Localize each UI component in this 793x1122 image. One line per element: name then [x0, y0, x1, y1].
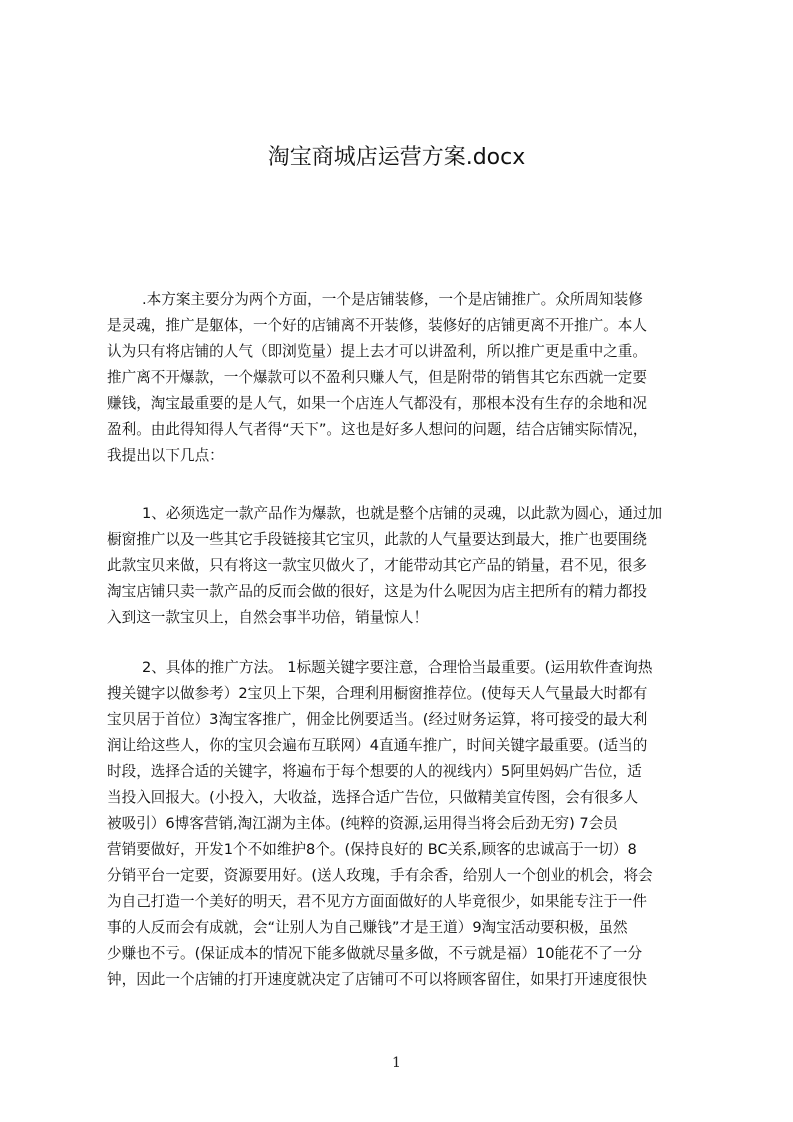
text-line: 事的人反而会有成就，会“让别人为自己赚钱”才是王道）9淘宝活动要积极，虽然	[107, 919, 628, 936]
paragraph-intro	[107, 287, 702, 469]
document-title: 淘宝商城店运营方案.docx	[267, 145, 526, 170]
text-line: 我提出以下几点：	[107, 447, 224, 464]
paragraph-point-1	[107, 501, 702, 631]
text-line: 入到这一款宝贝上，自然会事半功倍，销量惊人！	[107, 609, 429, 626]
text-line: 当投入回报大。(小投入，大收益，选择合适广告位，只做精美宣传图，会有很多人	[107, 789, 639, 806]
text-line: 赚钱，淘宝最重要的是人气，如果一个店连人气都没有，那根本没有生存的余地和况	[107, 395, 647, 412]
text-line: 2、具体的推广方法。 1标题关键字要注意，合理恰当最重要。(运用软件查询热	[142, 659, 653, 676]
text-line: 盈利。由此得知得人气者得“天下”。这也是好多人想问的问题，结合店铺实际情况，	[107, 421, 648, 438]
text-line: 钟，因此一个店铺的打开速度就决定了店铺可不可以将顾客留住，如果打开速度很快	[107, 971, 647, 988]
text-line: 此款宝贝来做，只有将这一款宝贝做火了，才能带动其它产品的销量，君不见，很多	[107, 557, 647, 574]
text-line: 橱窗推广以及一些其它手段链接其它宝贝，此款的人气量要达到最大，推广也要围绕	[107, 531, 647, 548]
text-line: 时段，选择合适的关键字，将遍布于每个想要的人的视线内）5阿里妈妈广告位，适	[107, 763, 642, 780]
text-line: 为自己打造一个美好的明天，君不见方方面面做好的人毕竟很少，如果能专注于一件	[107, 893, 647, 910]
text-line: 推广离不开爆款，一个爆款可以不盈利只赚人气，但是附带的销售其它东西就一定要	[107, 369, 647, 386]
text-line: 宝贝居于首位）3淘宝客推广，佣金比例要适当。(经过财务运算，将可接受的最大利	[107, 711, 648, 728]
text-line: 润让给这些人，你的宝贝会遍布互联网）4直通车推广，时间关键字最重要。(适当的	[107, 737, 648, 754]
text-line: .本方案主要分为两个方面，一个是店铺装修，一个是店铺推广。众所周知装修	[142, 291, 643, 308]
page-number: 1	[392, 1055, 401, 1071]
paragraph-point-2	[107, 655, 702, 993]
text-line: 少赚也不亏。(保证成本的情况下能多做就尽量多做，不亏就是福）10能花不了一分	[107, 945, 643, 962]
text-line: 搜关键字以做参考）2宝贝上下架，合理利用橱窗推荐位。(使每天人气量最大时都有	[107, 685, 648, 702]
text-line: 1、必须选定一款产品作为爆款，也就是整个店铺的灵魂，以此款为圆心，通过加	[142, 505, 663, 522]
text-line: 淘宝店铺只卖一款产品的反而会做的很好，这是为什么呢因为店主把所有的精力都投	[107, 583, 647, 600]
text-line: 是灵魂，推广是躯体，一个好的店铺离不开装修，装修好的店铺更离不开推广。本人	[107, 317, 647, 334]
text-line: 分销平台一定要，资源要用好。(送人玫瑰，手有余香，给别人一个创业的机会，将会	[107, 867, 653, 884]
text-line: 营销要做好，开发1个不如维护8个。(保持良好的 BC关系,顾客的忠诚高于一切）8	[107, 841, 637, 858]
text-line: 被吸引）6博客营销,淘江湖为主体。(纯粹的资源,运用得当将会后劲无穷) 7会员	[107, 815, 618, 832]
text-line: 认为只有将店铺的人气（即浏览量）提上去才可以讲盈利，所以推广更是重中之重。	[107, 343, 647, 360]
